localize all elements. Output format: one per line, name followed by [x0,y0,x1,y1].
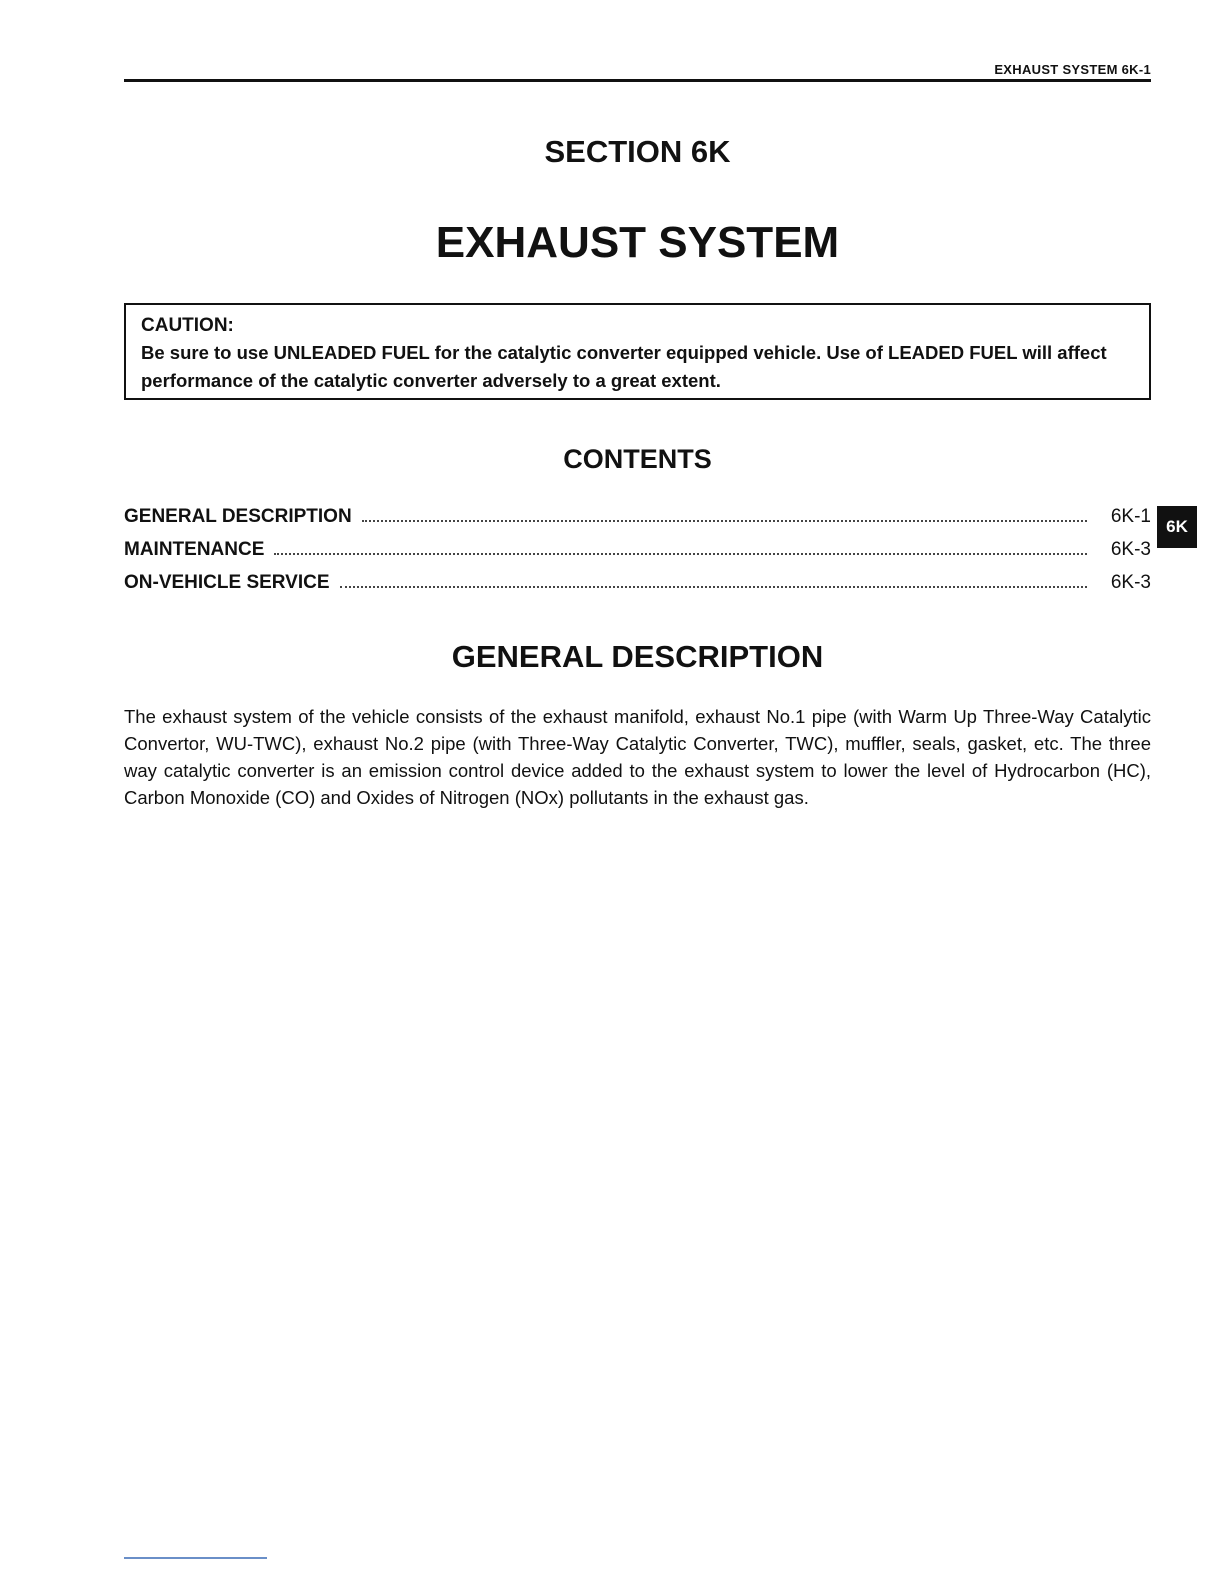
page-title: EXHAUST SYSTEM [435,218,840,267]
toc-entry-on-vehicle-service[interactable] [124,572,1151,605]
toc-entry-label: MAINTENANCE [124,539,265,560]
footer-rule [124,1557,267,1559]
caution-box [124,303,1151,400]
caution-text: Be sure to use UNLEADED FUEL for the catalytic converter equipped vehicle. Use of LEADED FUEL will affect performance of the catalytic converter adversely to a great extent. [141,342,1107,391]
table-of-contents [124,506,1151,605]
toc-leader-dots [274,549,1087,555]
toc-entry-label: GENERAL DESCRIPTION [124,506,352,527]
caution-title: CAUTION: [141,315,234,336]
header-rule [124,79,1151,82]
toc-entry-page: 6K-1 [1110,506,1151,527]
toc-entry-label: ON-VEHICLE SERVICE [124,572,330,593]
toc-leader-dots [340,582,1087,588]
toc-entry-page: 6K-3 [1110,539,1151,560]
running-header: EXHAUST SYSTEM 6K-1 [994,62,1151,77]
toc-leader-dots [362,516,1087,522]
general-description-body: The exhaust system of the vehicle consists of the exhaust manifold, exhaust No.1 pipe (with Warm Up Three-Way Catalytic Convertor, WU-TWC), exhaust No.2 pipe (with Three-Way Catalytic Converter, TWC), muffler, seals, gasket, etc. The three way catalytic converter is an emission control device added to the exhaust system to lower the level of Hydrocarbon (HC), Carbon Monoxide (CO) and Oxides of Nitrogen (NOx) pollutants in the exhaust gas. [124,706,1151,808]
section-label: SECTION 6K [544,134,731,169]
toc-entry-maintenance[interactable] [124,539,1151,572]
contents-heading: CONTENTS [563,444,712,474]
general-description-heading: GENERAL DESCRIPTION [451,639,824,674]
section-thumb-tab[interactable]: 6K [1157,506,1197,548]
toc-entry-general-description[interactable] [124,506,1151,539]
toc-entry-page: 6K-3 [1110,572,1151,593]
